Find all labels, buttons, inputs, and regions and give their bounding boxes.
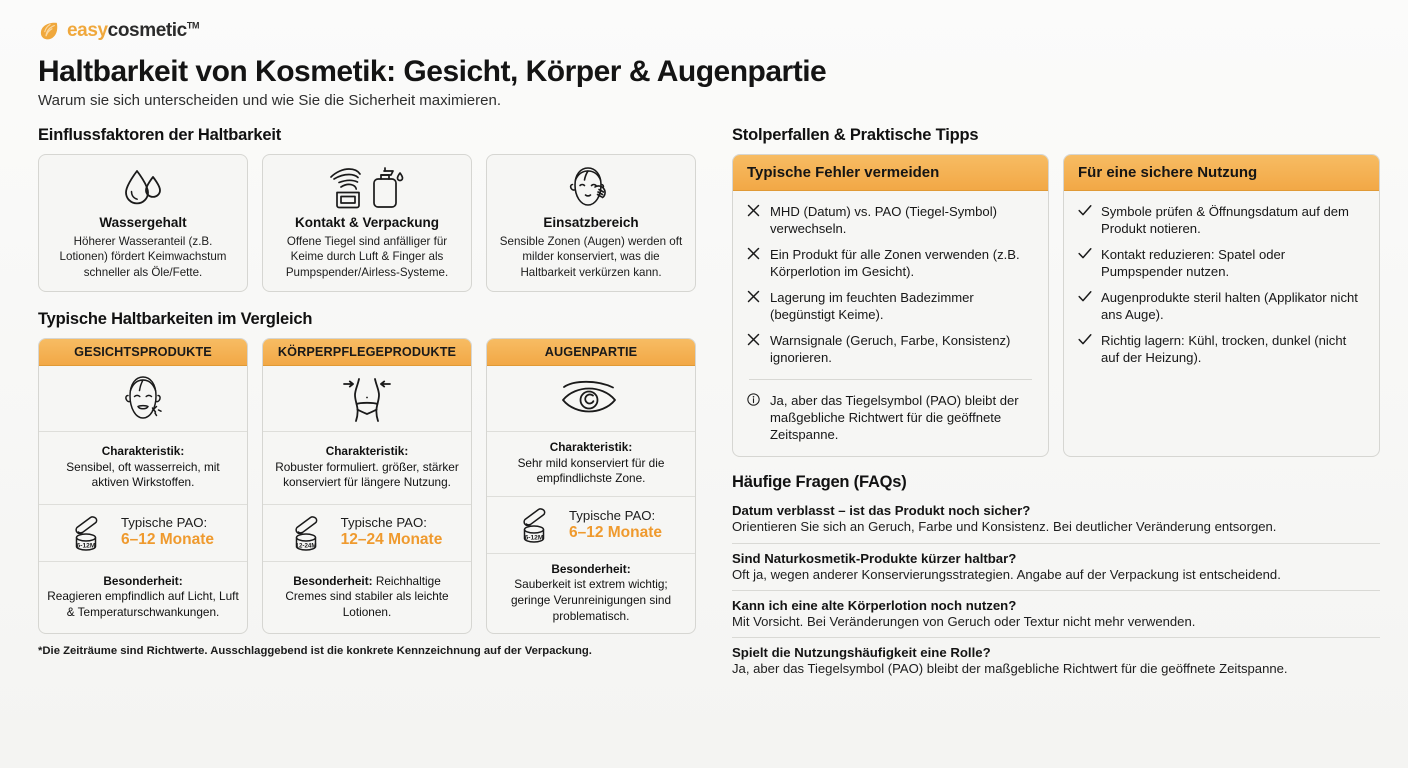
- list-item-text: Symbole prüfen & Öffnungsdatum auf dem Produkt notieren.: [1101, 204, 1349, 237]
- pao-value: 6–12 Monate: [568, 523, 663, 541]
- comparison-header: AUGENPARTIE: [487, 339, 695, 366]
- right-column: [732, 126, 1380, 685]
- tips-panels: [732, 154, 1380, 457]
- comparison-section-title: Typische Haltbarkeiten im Vergleich: [38, 310, 313, 329]
- pao-text: [341, 515, 443, 549]
- cross-icon: [747, 203, 761, 237]
- panel-divider: [749, 379, 1032, 380]
- left-column: [38, 126, 696, 685]
- pao-label: Typische PAO:: [120, 515, 208, 531]
- factor-card-wassergehalt: [38, 154, 248, 292]
- comparison-special: [39, 562, 247, 633]
- factor-card-einsatzbereich: [486, 154, 696, 292]
- faq-item: [732, 590, 1380, 637]
- list-item: [1078, 332, 1365, 366]
- comparison-section: [38, 310, 696, 657]
- characteristic-label: Charakteristik:: [549, 440, 633, 455]
- special-text-inline: [271, 574, 463, 621]
- faq-answer: Oft ja, wegen anderer Konservierungsstrategien. Angabe auf der Verpackung ist entscheidend.: [732, 566, 1281, 582]
- special-text: Reichhaltige Cremes sind stabiler als leichte Lotionen.: [285, 573, 449, 619]
- faq-section-title: Häufige Fragen (FAQs): [732, 473, 907, 492]
- panel-note-text: Ja, aber das Tiegelsymbol (PAO) bleibt der maßgebliche Richtwert für die geöffnete Zeitspanne.: [770, 393, 1019, 443]
- characteristic-text: Sensibel, oft wasserreich, mit aktiven Wirkstoffen.: [66, 459, 220, 490]
- page-subtitle: Warum sie sich unterscheiden und wie Sie die Sicherheit maximieren.: [38, 92, 501, 109]
- faq-answer: Orientieren Sie sich an Geruch, Farbe und Konsistenz. Bei deutlicher Veränderung entsorgen.: [732, 519, 1277, 535]
- pao-text: [121, 515, 214, 549]
- special-text: Reagieren empfindlich auf Licht, Luft & Temperaturschwankungen.: [47, 589, 239, 619]
- page-title: Haltbarkeit von Kosmetik: Gesicht, Körper & Augenpartie: [38, 55, 827, 88]
- comparison-header: KÖRPERPFLEGEPRODUKTE: [263, 339, 471, 366]
- factor-name: Wassergehalt: [99, 215, 187, 230]
- comparison-card-koerperpflegeprodukte: [262, 338, 472, 634]
- pao-jar-icon: [72, 514, 112, 552]
- comparison-characteristic: [39, 432, 247, 504]
- special-label: Besonderheit:: [103, 573, 183, 588]
- characteristic-text: Sehr mild konserviert für die empfindlichste Zone.: [517, 455, 665, 486]
- list-item: [1078, 203, 1365, 237]
- brand-cosmetic: cosmetic: [107, 20, 187, 41]
- check-icon: [1078, 203, 1092, 237]
- factors-section-title: Einflussfaktoren der Haltbarkeit: [38, 126, 282, 144]
- face-icon: [39, 366, 247, 432]
- list-item: [747, 289, 1034, 323]
- factor-desc: Höherer Wasseranteil (z.B. Lotionen) fördert Keimwachstum schneller als Öle/Fette.: [59, 235, 227, 279]
- pao-symbol-text: 12-24M: [295, 542, 317, 550]
- pao-value: 12–24 Monate: [340, 531, 443, 549]
- check-icon: [1078, 289, 1092, 323]
- list-item-text: Lagerung im feuchten Badezimmer (begünstigt Keime).: [770, 290, 974, 323]
- cross-icon: [747, 246, 761, 280]
- brand-logo: [38, 18, 1378, 44]
- special-text: Sauberkeit ist extrem wichtig; geringe Verunreinigungen sind problematisch.: [510, 577, 672, 623]
- panel-typische-fehler: [732, 154, 1049, 457]
- faq-answer: Ja, aber das Tiegelsymbol (PAO) bleibt der maßgebliche Richtwert für die geöffnete Zeitspanne.: [732, 661, 1288, 677]
- factor-name: Einsatzbereich: [543, 215, 639, 230]
- faq-question: Sind Naturkosmetik-Produkte kürzer haltbar?: [732, 550, 1017, 566]
- comparison-special: [487, 554, 695, 633]
- comparison-header: GESICHTSPRODUKTE: [39, 339, 247, 366]
- brand-easy: easy: [67, 20, 108, 41]
- cross-icon: [747, 289, 761, 323]
- characteristic-label: Charakteristik:: [325, 444, 409, 459]
- faq-item: [732, 637, 1380, 684]
- brand-wordmark: [67, 20, 199, 42]
- face-eye-application-icon: [566, 165, 616, 211]
- faq-item: [732, 501, 1380, 542]
- panel-header: Typische Fehler vermeiden: [733, 155, 1048, 191]
- faq-answer: Mit Vorsicht. Bei Veränderungen von Geruch oder Textur nicht mehr verwenden.: [732, 613, 1196, 629]
- body-waist-icon: [263, 366, 471, 432]
- list-item: [1078, 246, 1365, 280]
- list-item: [1078, 289, 1365, 323]
- panel-body: [1064, 191, 1379, 379]
- panel-note: [747, 392, 1034, 443]
- faq-item: [732, 543, 1380, 590]
- characteristic-label: Charakteristik:: [101, 444, 185, 459]
- pao-text: [569, 508, 662, 542]
- comparison-card-augenpartie: [486, 338, 696, 634]
- list-item: [747, 332, 1034, 366]
- list-item: [747, 246, 1034, 280]
- list-item-text: Kontakt reduzieren: Spatel oder Pumpspender nutzen.: [1101, 247, 1286, 280]
- pao-value: 6–12 Monate: [120, 531, 215, 549]
- comparison-special: [263, 562, 471, 633]
- list-item: [747, 203, 1034, 237]
- pao-jar-icon: [520, 506, 560, 544]
- pao-jar-icon: [292, 514, 332, 552]
- pao-label: Typische PAO:: [568, 507, 656, 523]
- hand-jar-pump-bottle-icon: [328, 165, 406, 211]
- comparison-pao: [487, 497, 695, 554]
- factor-name: Kontakt & Verpackung: [294, 215, 440, 230]
- brand-tm: TM: [186, 20, 200, 31]
- faq-section: [732, 473, 1380, 684]
- comparison-pao: [263, 505, 471, 562]
- comparison-footnote: *Die Zeiträume sind Richtwerte. Ausschlaggebend ist die konkrete Kennzeichnung auf der Verpackung.: [38, 645, 592, 658]
- faq-question: Kann ich eine alte Körperlotion noch nutzen?: [732, 597, 1017, 613]
- content-columns: [38, 126, 1378, 685]
- tips-section-title: Stolperfallen & Praktische Tipps: [732, 126, 979, 144]
- faq-question: Datum verblasst – ist das Produkt noch sicher?: [732, 503, 1031, 519]
- panel-header: Für eine sichere Nutzung: [1064, 155, 1379, 191]
- faq-question: Spielt die Nutzungshäufigkeit eine Rolle?: [732, 645, 991, 661]
- pao-symbol-text: 6-12M: [76, 542, 96, 550]
- factors-row: [38, 154, 696, 292]
- special-label: Besonderheit:: [551, 561, 631, 576]
- eye-icon: [487, 366, 695, 432]
- pao-symbol-text: 6-12M: [524, 534, 544, 542]
- list-item-text: Augenprodukte steril halten (Applikator nicht ans Auge).: [1101, 290, 1358, 323]
- leaf-icon: [38, 20, 60, 42]
- pao-label: Typische PAO:: [340, 515, 427, 531]
- characteristic-text: Robuster formuliert. größer, stärker konserviert für längere Nutzung.: [275, 459, 459, 490]
- cross-icon: [747, 332, 761, 366]
- water-drop-icon: [120, 165, 166, 211]
- comparison-characteristic: [487, 432, 695, 497]
- panel-sichere-nutzung: [1063, 154, 1380, 457]
- comparison-characteristic: [263, 432, 471, 504]
- comparison-row: [38, 338, 696, 634]
- info-icon: [747, 392, 761, 443]
- list-item-text: Warnsignale (Geruch, Farbe, Konsistenz) ignorieren.: [770, 333, 1011, 366]
- factor-card-kontakt-verpackung: [262, 154, 472, 292]
- list-item-text: Ein Produkt für alle Zonen verwenden (z.B. Körperlotion im Gesicht).: [770, 247, 1020, 280]
- check-icon: [1078, 332, 1092, 366]
- panel-body: [733, 191, 1048, 456]
- list-item-text: Richtig lagern: Kühl, trocken, dunkel (nicht auf der Heizung).: [1101, 333, 1347, 366]
- factor-desc: Offene Tiegel sind anfälliger für Keime durch Luft & Finger als Pumpspender/Airless-Systeme.: [285, 235, 449, 279]
- comparison-pao: [39, 505, 247, 562]
- comparison-card-gesichtsprodukte: [38, 338, 248, 634]
- special-label: Besonderheit:: [293, 573, 373, 588]
- check-icon: [1078, 246, 1092, 280]
- list-item-text: MHD (Datum) vs. PAO (Tiegel-Symbol) verwechseln.: [770, 204, 997, 237]
- factor-desc: Sensible Zonen (Augen) werden oft milder konserviert, was die Haltbarkeit verkürzen kann.: [499, 235, 683, 279]
